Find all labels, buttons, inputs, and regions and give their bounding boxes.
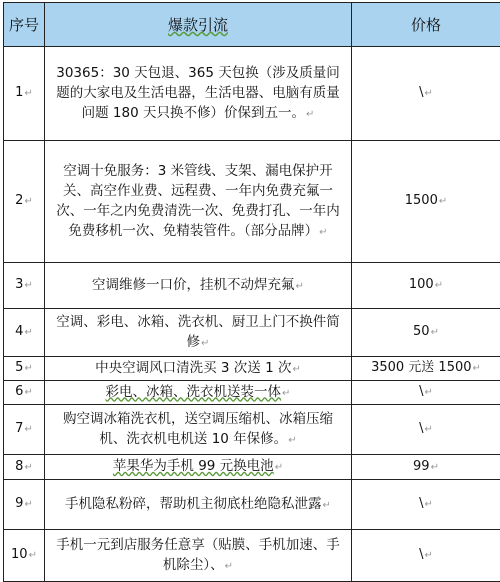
table-row [4, 381, 500, 405]
header-content-label: 爆款引流 [168, 16, 228, 34]
row-index: 6↵ [4, 381, 45, 405]
row-content: 空调维修一口价，挂机不动焊充氟↵ [45, 263, 352, 309]
table-row [4, 141, 500, 263]
row-index: 1↵ [4, 47, 45, 141]
row-price: 100↵ [352, 263, 500, 309]
table-row [4, 309, 500, 357]
row-price: 99↵ [352, 455, 500, 480]
row-index: 8↵ [4, 455, 45, 480]
table-header-row [4, 3, 500, 47]
row-content: 购空调冰箱洗衣机，送空调压缩机、冰箱压缩机、洗衣机电机送 10 年保修。↵ [45, 405, 352, 455]
row-content: 中央空调风口清洗买 3 次送 1 次↵ [45, 357, 352, 381]
row-index: 2↵ [4, 141, 45, 263]
promo-table-container [3, 2, 500, 582]
table-row [4, 47, 500, 141]
table-row [4, 405, 500, 455]
table-row [4, 455, 500, 480]
row-price: \↵ [352, 47, 500, 141]
row-price: 3500 元送 1500↵ [352, 357, 500, 381]
row-index: 7↵ [4, 405, 45, 455]
row-content: 手机隐私粉碎，帮助机主彻底杜绝隐私泄露↵ [45, 480, 352, 530]
header-index: 序号 [4, 3, 45, 47]
row-content: 空调十免服务：3 米管线、支架、漏电保护开关、高空作业费、远程费、一年内免费充氟一次、一年之内免费清洗一次、免费打孔、一年内免费移机一次、免精装管件。（部分品牌）↵ [45, 141, 352, 263]
row-content: 苹果华为手机 99 元换电池↵ [45, 455, 352, 480]
row-content: 手机一元到店服务任意享（贴膜、手机加速、手机除尘）、↵ [45, 530, 352, 582]
row-price: \↵ [352, 530, 500, 582]
header-content [45, 3, 352, 47]
row-content: 30365：30 天包退、365 天包换（涉及质量问题的大家电及生活电器，生活电器、电脑有质量问题 180 天只换不修）价保到五一。↵ [45, 47, 352, 141]
row-price: \↵ [352, 405, 500, 455]
row-content: 彩电、冰箱、洗衣机送装一体↵ [45, 381, 352, 405]
row-price: \↵ [352, 480, 500, 530]
table-row [4, 357, 500, 381]
table-row [4, 263, 500, 309]
row-index: 5↵ [4, 357, 45, 381]
row-index: 9↵ [4, 480, 45, 530]
row-price: \↵ [352, 381, 500, 405]
promo-table [3, 2, 500, 582]
row-index: 3↵ [4, 263, 45, 309]
header-price: 价格 [352, 3, 500, 47]
table-row [4, 530, 500, 582]
row-content: 空调、彩电、冰箱、洗衣机、厨卫上门不换件简修↵ [45, 309, 352, 357]
table-row [4, 480, 500, 530]
row-index: 10↵ [4, 530, 45, 582]
row-index: 4↵ [4, 309, 45, 357]
row-price: 50↵ [352, 309, 500, 357]
row-price: 1500↵ [352, 141, 500, 263]
